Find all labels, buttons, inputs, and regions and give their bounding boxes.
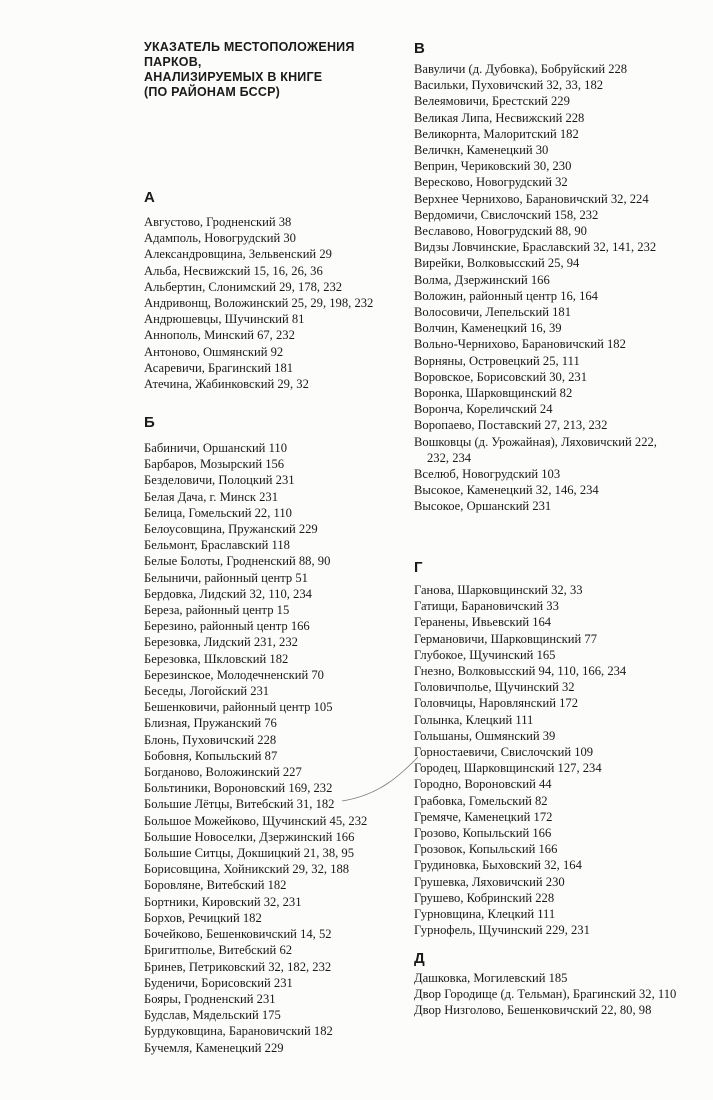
section-letter-d: Д — [414, 950, 425, 967]
index-entry: Гремяче, Каменецкий 172 — [414, 809, 553, 824]
index-entry: Больтиники, Вороновский 169, 232 — [144, 781, 333, 796]
index-entry: Бригитполье, Витебский 62 — [144, 943, 293, 958]
index-entry: Бурдуковщина, Барановичский 182 — [144, 1024, 333, 1039]
index-entry: Атечина, Жабинковский 29, 32 — [144, 377, 309, 392]
index-entry: Асаревичи, Брагинский 181 — [144, 360, 294, 375]
index-entry: Вавуличи (д. Дубовка), Бобруйский 228 — [414, 62, 628, 76]
index-entry: Волчин, Каменецкий 16, 39 — [414, 321, 562, 336]
index-entry: Веславово, Новогрудский 88, 90 — [414, 224, 587, 239]
index-entry: Велеямовичи, Брестский 229 — [414, 94, 570, 109]
index-entry: Васильки, Пуховичский 32, 33, 182 — [414, 78, 604, 93]
index-entry: Березовка, Лидский 231, 232 — [144, 635, 298, 650]
index-entry: Белая Дача, г. Минск 231 — [144, 489, 278, 504]
index-entry: Гольшаны, Ошмянский 39 — [414, 728, 556, 743]
section-letter-v: В — [414, 40, 425, 57]
index-entry: Грабовка, Гомельский 82 — [414, 793, 548, 808]
index-entry: Андрюшевцы, Шучинский 81 — [144, 312, 305, 327]
index-entry: Березино, районный центр 166 — [144, 619, 310, 634]
index-entry: Будслав, Мядельский 175 — [144, 1008, 281, 1023]
index-entry: Березовка, Шкловский 182 — [144, 651, 289, 666]
index-entry: Волма, Дзержинский 166 — [414, 272, 550, 287]
index-entry: Ворончa, Кореличский 24 — [414, 402, 553, 417]
index-entry: Гурновщина, Клецкий 111 — [414, 907, 556, 922]
index-entry: Беседы, Логойский 231 — [144, 684, 270, 699]
index-entry: Гурнофель, Щучинский 229, 231 — [414, 923, 590, 938]
index-entry: Большие Ситцы, Докшицкий 21, 38, 95 — [144, 846, 355, 861]
index-entry: Высокое, Оршанский 231 — [414, 499, 552, 514]
index-entry: Вольно-Чернихово, Барановичский 182 — [414, 337, 626, 352]
pencil-stroke — [340, 755, 420, 805]
index-entry: Андривонщ, Воложинский 25, 29, 198, 232 — [144, 296, 374, 311]
index-entry: Двор Низголово, Бешенковичский 22, 80, 98 — [414, 1003, 652, 1018]
index-entry: Гатищи, Барановичский 33 — [414, 599, 559, 614]
index-entry: Горностаевичи, Свислочский 109 — [414, 745, 594, 760]
index-entry: Воложин, районный центр 16, 164 — [414, 288, 598, 303]
index-entry: Бучемля, Каменецкий 229 — [144, 1040, 284, 1055]
index-entry: Бабиничи, Оршанский 110 — [144, 441, 287, 455]
index-entry: Высокое, Каменецкий 32, 146, 234 — [414, 483, 599, 498]
index-entry: Грушево, Кобринский 228 — [414, 890, 555, 905]
index-entry: Волосовичи, Лепельский 181 — [414, 305, 571, 320]
index-entry: Березинское, Молодечненский 70 — [144, 667, 324, 682]
index-entry: Вселюб, Новогрудский 103 — [414, 467, 561, 482]
index-entry: Безделовичи, Полоцкий 231 — [144, 473, 295, 488]
index-entry: Большие Новоселки, Дзержинский 166 — [144, 829, 355, 844]
index-entry: Бешенковичи, районный центр 105 — [144, 700, 333, 715]
index-entry: Буденичи, Борисовский 231 — [144, 975, 293, 990]
index-entry: Барбаров, Мозырский 156 — [144, 457, 285, 472]
index-entry: Блонь, Пуховичский 228 — [144, 732, 277, 747]
index-entry: Воронка, Шарковщинский 82 — [414, 386, 573, 401]
index-entry: Адамполь, Новогрудский 30 — [144, 231, 296, 246]
index-entry: Августово, Гродненский 38 — [144, 215, 292, 229]
index-entry: Двор Городище (д. Тельман), Брагинский 32, 110 — [414, 987, 677, 1002]
index-entry: Глубокое, Щучинский 165 — [414, 647, 556, 662]
section-letter-g: Г — [414, 559, 423, 576]
index-entry: Видзы Ловчинские, Браславский 32, 141, 232 — [414, 240, 657, 255]
index-entry: Боровляне, Витебский 182 — [144, 878, 287, 893]
index-entry: Вересково, Новогрудский 32 — [414, 175, 568, 190]
title-line: (ПО РАЙОНАМ БССР) — [144, 85, 281, 99]
index-entry: Береза, районный центр 15 — [144, 603, 290, 618]
index-entry: Воропаево, Поставский 27, 213, 232 — [414, 418, 608, 433]
index-entry: Бортники, Кировский 32, 231 — [144, 894, 302, 909]
index-entry: Германовичи, Шарковщинский 77 — [414, 631, 598, 646]
index-entry: Бояры, Гродненский 231 — [144, 991, 276, 1006]
index-entry: Аннополь, Минский 67, 232 — [144, 328, 295, 343]
index-title — [144, 40, 384, 100]
index-entry: Вердомичи, Свислочский 158, 232 — [414, 207, 599, 222]
index-entry: Белыничи, районный центр 51 — [144, 570, 308, 585]
index-entry: Бочейково, Бешенковичский 14, 52 — [144, 927, 332, 942]
index-entry: Альбертин, Слонимский 29, 178, 232 — [144, 279, 343, 294]
index-entry: Верхнее Чернихово, Барановичский 32, 224 — [414, 191, 649, 206]
index-entry: Великорнта, Малоритский 182 — [414, 126, 579, 141]
index-entry: Александровщина, Зельвенский 29 — [144, 247, 332, 262]
index-entry: Белые Болоты, Гродненский 88, 90 — [144, 554, 331, 569]
index-entry: Городец, Шарковщинский 127, 234 — [414, 761, 602, 776]
index-entry: Воровское, Борисовский 30, 231 — [414, 369, 588, 384]
index-entry: Голынка, Клецкий 111 — [414, 712, 534, 727]
title-line: АНАЛИЗИРУЕМЫХ В КНИГЕ — [144, 70, 323, 84]
index-entry: Большое Можейково, Щучинский 45, 232 — [144, 813, 368, 828]
index-entry: Богданово, Воложинский 227 — [144, 765, 302, 780]
entries-b — [144, 440, 400, 1056]
index-entry: Грозово, Копыльский 166 — [414, 826, 552, 841]
index-entry: Ганова, Шарковщинский 32, 33 — [414, 583, 583, 597]
index-entry: Белица, Гомельский 22, 110 — [144, 505, 292, 520]
index-entry: Величкн, Каменецкий 30 — [414, 143, 549, 158]
index-entry: Грудиновка, Быховский 32, 164 — [414, 858, 582, 873]
index-entry: Вирейки, Волковысский 25, 94 — [414, 256, 580, 271]
index-entry: Борисовщина, Хойникский 29, 32, 188 — [144, 862, 350, 877]
index-entry: Великая Липа, Несвижский 228 — [414, 110, 585, 125]
entries-d — [414, 970, 678, 1019]
index-entry: Гнезно, Волковысский 94, 110, 166, 234 — [414, 664, 627, 679]
index-entry: Городно, Вороновский 44 — [414, 777, 552, 792]
index-entry: Большие Лётцы, Витебский 31, 182 — [144, 797, 335, 812]
index-entry: Антоново, Ошмянский 92 — [144, 344, 284, 359]
section-letter-b: Б — [144, 414, 155, 431]
entries-a — [144, 214, 400, 392]
index-entry: Близная, Пружанский 76 — [144, 716, 277, 731]
index-entry: Альба, Несвижский 15, 16, 26, 36 — [144, 263, 323, 278]
index-entry: Белоусовщина, Пружанский 229 — [144, 522, 318, 537]
index-entry: Грушевка, Ляховичский 230 — [414, 874, 565, 889]
index-entry: Геранены, Ивьевский 164 — [414, 615, 552, 630]
title-line: ПАРКОВ, — [144, 55, 202, 69]
index-entry: Вошковцы (д. Урожайная), Ляховичский 222, 232, 234 — [414, 434, 657, 465]
index-entry: Бринев, Петриковский 32, 182, 232 — [144, 959, 332, 974]
index-entry: Дашковка, Могилевский 185 — [414, 971, 568, 985]
index-entry: Борхов, Речицкий 182 — [144, 910, 262, 925]
index-entry: Грозовок, Копыльский 166 — [414, 842, 558, 857]
index-entry: Бельмонт, Браславский 118 — [144, 538, 290, 553]
index-entry: Головичполье, Щучинский 32 — [414, 680, 575, 695]
index-entry: Веприн, Чериковский 30, 230 — [414, 159, 572, 174]
title-line: УКАЗАТЕЛЬ МЕСТОПОЛОЖЕНИЯ — [144, 40, 355, 54]
index-entry: Головчицы, Наровлянский 172 — [414, 696, 579, 711]
index-entry: Бобовня, Копыльский 87 — [144, 748, 278, 763]
entries-g — [414, 582, 678, 938]
section-letter-a: А — [144, 189, 155, 206]
index-entry: Ворняны, Островецкий 25, 111 — [414, 353, 580, 368]
index-entry: Бердовка, Лидский 32, 110, 234 — [144, 586, 312, 601]
entries-v — [414, 61, 678, 515]
